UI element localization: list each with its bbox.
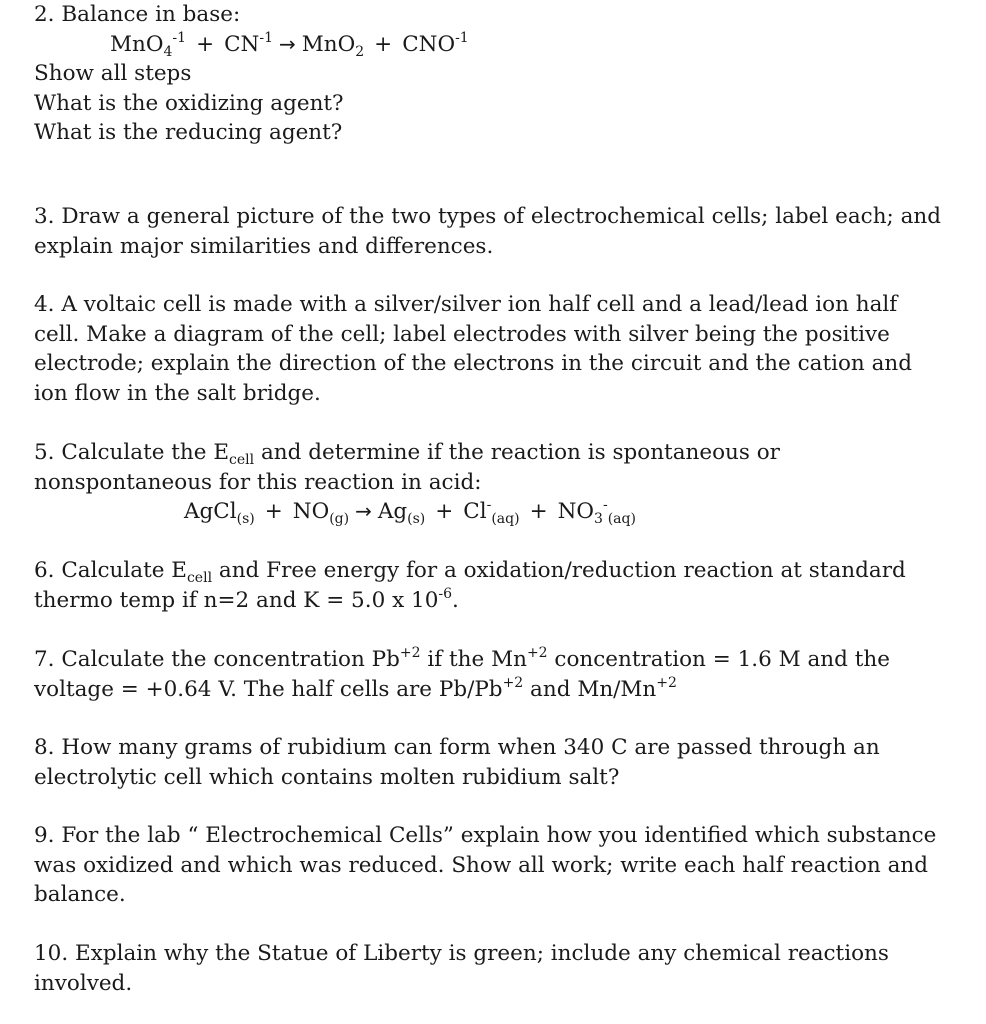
plus-sign: +: [264, 499, 283, 524]
eq-product-mno2: MnO$_2$: [301, 31, 365, 60]
eq-nitrate: $NO_3^-_{(aq)}$: [557, 497, 636, 527]
eq-chloride: $Cl^-_{(aq)}$: [463, 497, 520, 527]
question-10: [34, 939, 949, 998]
eq-reactant-permanganate: MnO$_4^{-1}$: [110, 29, 187, 60]
question-2-line-1: Show all steps: [34, 61, 192, 86]
question-4: [34, 290, 949, 408]
reaction-arrow-icon: →: [355, 499, 372, 523]
reaction-arrow-icon: →: [278, 31, 296, 56]
question-2-line-3: What is the reducing agent?: [34, 120, 343, 145]
question-5: [34, 438, 949, 527]
question-3: [34, 202, 949, 261]
question-9: [34, 821, 949, 910]
plus-sign: +: [196, 31, 215, 57]
question-5-text: 5. Calculate the $E_{cell}$ and determine if the reaction is spontaneous or nonspontaneous for this reaction in acid:: [34, 440, 780, 495]
question-6: [34, 556, 949, 615]
eq-no: $NO_{(g)}$: [292, 499, 350, 527]
question-8: [34, 733, 949, 792]
question-7: [34, 645, 949, 704]
question-9-text: 9. For the lab “ Electrochemical Cells” explain how you identified which substance was oxidized and which was reduced. Show all work; write each half reaction and balance.: [34, 823, 937, 907]
plus-sign: +: [374, 31, 393, 57]
plus-sign: +: [529, 499, 548, 524]
question-2-title: 2. Balance in base:: [34, 2, 241, 27]
eq-reactant-cyanide: $CN^{-1}$: [224, 29, 273, 57]
question-6-text: 6. Calculate $E_{cell}$ and Free energy for a oxidation/reduction reaction at standard thermo temp if n=2 and K = 5.0 x $10^{-6}$.: [34, 558, 906, 613]
eq-agcl: AgCl$_{(s)}$: [184, 499, 255, 527]
eq-product-cyanate: $CNO^{-1}$: [402, 29, 469, 57]
question-7-text: 7. Calculate the concentration $Pb^{+2}$ if the $Mn^{+2}$ concentration = 1.6 M and the voltage = +0.64 V. The half cells are $Pb/Pb^{+2}$ and $Mn/Mn^{+2}$: [34, 645, 890, 702]
question-2: [34, 0, 949, 148]
question-2-equation: [34, 30, 949, 60]
question-3-text: 3. Draw a general picture of the two types of electrochemical cells; label each; and explain major similarities and differences.: [34, 204, 942, 259]
plus-sign: +: [435, 499, 454, 524]
question-5-equation: [34, 497, 949, 527]
question-10-text: 10. Explain why the Statue of Liberty is green; include any chemical reactions involved.: [34, 941, 889, 996]
question-2-line-2: What is the oxidizing agent?: [34, 90, 344, 116]
question-4-text: 4. A voltaic cell is made with a silver/silver ion half cell and a lead/lead ion half cell. Make a diagram of the cell; label electrodes with silver being the positive electrode; explain the direction of the electrons in the circuit and the cation and ion flow in the salt bridge.: [34, 292, 913, 406]
eq-ag: $Ag_{(s)}$: [377, 499, 426, 527]
question-8-text: 8. How many grams of rubidium can form when 340 C are passed through an electrolytic cell which contains molten rubidium salt?: [34, 735, 880, 790]
